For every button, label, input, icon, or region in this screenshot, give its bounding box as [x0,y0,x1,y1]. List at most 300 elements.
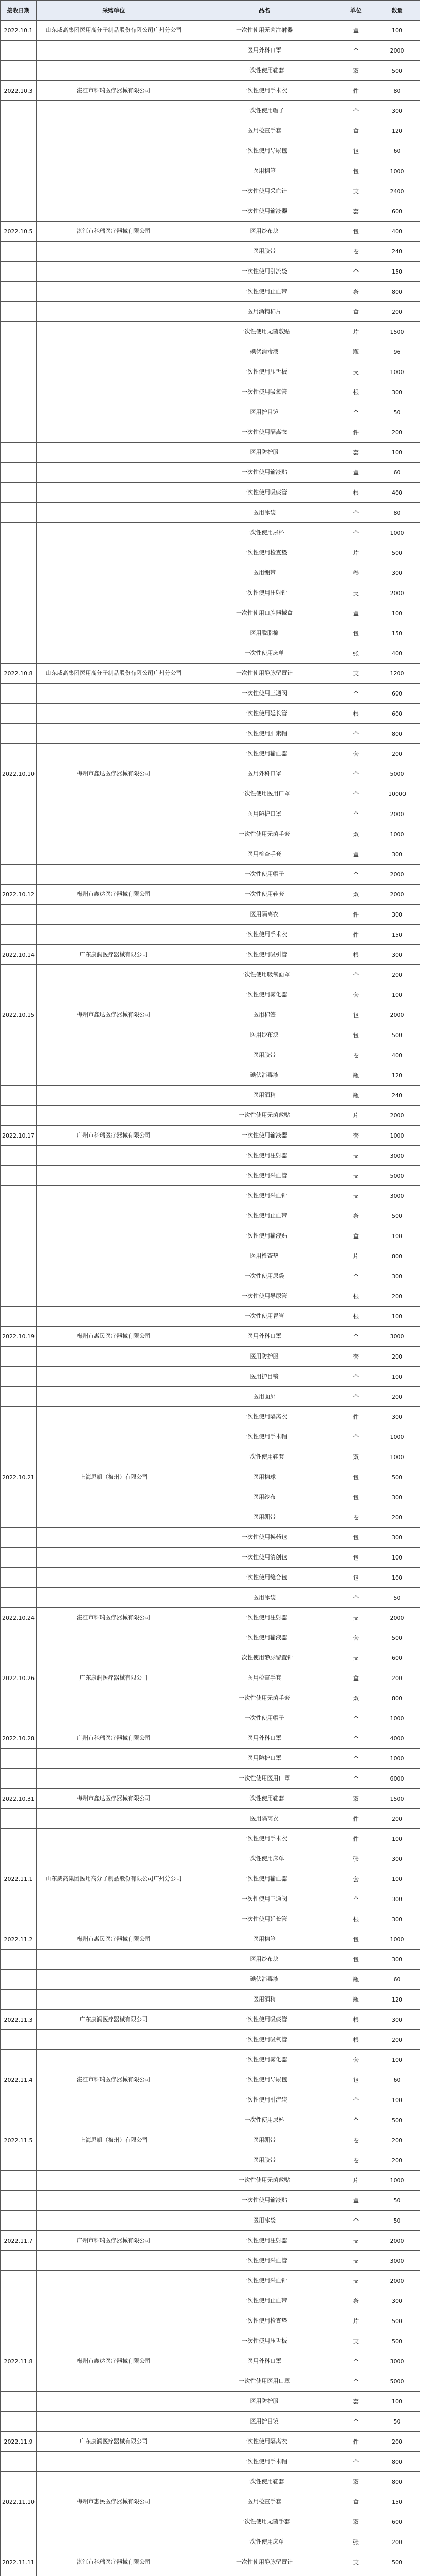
cell-unit: 包 [338,1950,374,1970]
cell-quantity: 500 [374,1206,420,1226]
table-row [1,2271,420,2291]
cell-item: 一次性使用输液贴 [191,2191,338,2211]
table-row [1,1166,420,1186]
cell-quantity: 1500 [374,322,420,342]
cell-buyer [37,824,191,844]
cell-quantity: 200 [374,2030,420,2050]
cell-buyer: 梅州市鑫达医疗器械有限公司 [37,1789,191,1809]
cell-item: 医用酒精 [191,1086,338,1106]
cell-item: 医用胶带 [191,242,338,262]
cell-unit: 个 [338,262,374,282]
cell-quantity: 200 [374,422,420,443]
cell-quantity: 300 [374,2291,420,2311]
cell-date [1,121,37,141]
cell-item: 一次性使用吸氧面罩 [191,965,338,985]
table-row [1,2030,420,2050]
cell-date [1,41,37,61]
cell-item: 一次性使用静脉留置针 [191,2552,338,2572]
cell-quantity: 2000 [374,1106,420,1126]
cell-quantity: 120 [374,1065,420,1086]
cell-date [1,342,37,362]
cell-unit: 卷 [338,1045,374,1065]
cell-item: 一次性使用无菌敷贴 [191,2171,338,2191]
table-row [1,1065,420,1086]
cell-buyer [37,1427,191,1447]
cell-date [1,804,37,824]
table-row [1,1186,420,1206]
cell-buyer [37,2291,191,2311]
cell-quantity: 600 [374,201,420,222]
table-row [1,2231,420,2251]
table-row [1,1970,420,1990]
cell-date [1,1809,37,1829]
cell-quantity: 100 [374,21,420,41]
cell-date [1,2512,37,2532]
cell-buyer [37,1387,191,1407]
cell-item: 一次性使用床单 [191,1849,338,1869]
cell-date [1,1266,37,1286]
cell-item: 一次性使用输血器 [191,1869,338,1889]
cell-item: 一次性使用三通阀 [191,1889,338,1909]
cell-unit: 支 [338,1186,374,1206]
table-row [1,2191,420,2211]
table-row [1,1387,420,1407]
cell-buyer [37,1909,191,1929]
cell-item: 一次性使用帽子 [191,865,338,885]
cell-unit: 瓶 [338,342,374,362]
cell-quantity: 120 [374,1990,420,2010]
cell-item: 医用冰袋 [191,1588,338,1608]
cell-buyer [37,744,191,764]
cell-item: 一次性使用雾化器 [191,2050,338,2070]
cell-unit: 盒 [338,2492,374,2512]
cell-unit: 条 [338,2291,374,2311]
cell-quantity: 500 [374,1467,420,1487]
cell-buyer [37,1568,191,1588]
cell-item: 医用绷带 [191,2130,338,2150]
table-row [1,1025,420,1045]
table-row [1,1226,420,1246]
cell-date [1,2251,37,2271]
cell-buyer: 山东威高集团医用高分子制品股份有限公司广州分公司 [37,21,191,41]
cell-quantity: 200 [374,744,420,764]
table-row [1,2472,420,2492]
cell-date [1,1829,37,1849]
cell-item: 一次性使用采血针 [191,181,338,201]
cell-date [1,1648,37,1668]
cell-buyer: 广州市科瑞医疗器械有限公司 [37,1126,191,1146]
cell-date [1,1990,37,2010]
cell-buyer [37,443,191,463]
cell-quantity: 5000 [374,2371,420,2392]
cell-date [1,1849,37,1869]
cell-date [1,985,37,1005]
cell-date [1,101,37,121]
cell-date [1,2090,37,2110]
cell-date: 2022.10.31 [1,1789,37,1809]
cell-date [1,161,37,181]
table-row [1,2412,420,2432]
cell-buyer [37,623,191,643]
cell-buyer [37,1990,191,2010]
cell-item: 一次性使用医用口罩 [191,2371,338,2392]
cell-buyer [37,1226,191,1246]
cell-buyer [37,1950,191,1970]
cell-item: 一次性使用检查垫 [191,2311,338,2331]
cell-item: 一次性使用无菌手套 [191,2512,338,2532]
cell-quantity: 1000 [374,1749,420,1769]
table-row [1,2130,420,2150]
cell-quantity: 400 [374,222,420,242]
cell-quantity: 300 [374,844,420,865]
cell-unit: 包 [338,1568,374,1588]
cell-date [1,2150,37,2171]
table-row [1,41,420,61]
cell-item: 一次性使用静脉留置针 [191,1648,338,1668]
cell-item: 一次性使用导尿包 [191,2070,338,2090]
cell-quantity: 3000 [374,1186,420,1206]
table-row [1,1246,420,1266]
cell-quantity: 1500 [374,1789,420,1809]
cell-date: 2022.10.10 [1,764,37,784]
cell-quantity: 200 [374,1387,420,1407]
cell-item: 医用检查手套 [191,1668,338,1688]
cell-buyer [37,2090,191,2110]
cell-unit: 双 [338,885,374,905]
cell-item: 医用棉球 [191,1467,338,1487]
table-row [1,2331,420,2351]
cell-date [1,744,37,764]
cell-unit: 个 [338,523,374,543]
cell-item: 一次性使用床单 [191,643,338,664]
cell-buyer [37,503,191,523]
cell-buyer: 湛江市科瑞医疗器械有限公司 [37,1608,191,1628]
cell-unit: 个 [338,503,374,523]
cell-date [1,1086,37,1106]
cell-date [1,2211,37,2231]
cell-date: 2022.10.26 [1,1668,37,1688]
cell-unit: 个 [338,2211,374,2231]
cell-date [1,684,37,704]
cell-buyer [37,402,191,422]
cell-item: 一次性使用无菌注射器 [191,21,338,41]
cell-unit: 根 [338,1909,374,1929]
cell-date [1,1065,37,1086]
cell-quantity: 600 [374,704,420,724]
table-row [1,121,420,141]
cell-buyer [37,2211,191,2231]
table-row [1,1889,420,1909]
cell-buyer [37,1708,191,1728]
table-row [1,1909,420,1929]
table-row [1,402,420,422]
cell-unit: 根 [338,1307,374,1327]
cell-date [1,824,37,844]
cell-item: 一次性使用吸引管 [191,945,338,965]
header-quantity: 数量 [374,1,420,21]
cell-quantity: 300 [374,945,420,965]
table-row [1,61,420,81]
cell-date [1,724,37,744]
cell-date: 2022.10.15 [1,1005,37,1025]
cell-unit: 盒 [338,121,374,141]
cell-buyer [37,2412,191,2432]
cell-unit: 套 [338,1869,374,1889]
table-row [1,2110,420,2130]
table-row [1,784,420,804]
cell-quantity: 100 [374,2392,420,2412]
cell-quantity: 300 [374,905,420,925]
cell-quantity: 50 [374,402,420,422]
cell-quantity: 60 [374,2070,420,2090]
cell-date [1,2191,37,2211]
cell-buyer [37,2452,191,2472]
cell-date: 2022.10.5 [1,222,37,242]
cell-quantity: 500 [374,61,420,81]
cell-quantity: 300 [374,101,420,121]
cell-item: 医用隔离衣 [191,1809,338,1829]
cell-buyer [37,1286,191,1307]
table-row [1,2512,420,2532]
cell-item: 一次性使用尿杯 [191,523,338,543]
cell-item: 一次性使用帽子 [191,101,338,121]
cell-buyer [37,1769,191,1789]
table-row [1,443,420,463]
cell-buyer [37,1266,191,1286]
cell-date [1,141,37,161]
cell-quantity: 1000 [374,161,420,181]
cell-quantity: 240 [374,242,420,262]
cell-unit: 支 [338,2331,374,2351]
cell-item: 一次性使用无菌敷贴 [191,1106,338,1126]
cell-item: 一次性使用尿杯 [191,2110,338,2130]
cell-buyer [37,1206,191,1226]
cell-buyer [37,2472,191,2492]
cell-buyer [37,1106,191,1126]
cell-unit: 个 [338,804,374,824]
cell-item: 一次性使用检查垫 [191,543,338,563]
cell-unit: 包 [338,1548,374,1568]
table-row [1,1347,420,1367]
table-row [1,1869,420,1889]
cell-quantity: 240 [374,1086,420,1106]
cell-item: 医用酒精棉片 [191,302,338,322]
cell-unit: 支 [338,664,374,684]
table-row [1,2150,420,2171]
cell-unit: 包 [338,1929,374,1950]
table-row [1,342,420,362]
cell-buyer [37,362,191,382]
table-row [1,222,420,242]
cell-quantity: 2000 [374,41,420,61]
table-row [1,1749,420,1769]
cell-item: 医用护目镜 [191,402,338,422]
cell-buyer [37,242,191,262]
cell-quantity: 3000 [374,1146,420,1166]
cell-buyer: 湛江市科瑞医疗器械有限公司 [37,81,191,101]
cell-unit: 盒 [338,1668,374,1688]
cell-buyer [37,1588,191,1608]
cell-quantity: 150 [374,2492,420,2512]
cell-unit: 卷 [338,1507,374,1528]
cell-unit: 瓶 [338,1970,374,1990]
table-row [1,2371,420,2392]
cell-unit: 件 [338,1829,374,1849]
cell-item: 一次性使用医用口罩 [191,1769,338,1789]
cell-date [1,1186,37,1206]
cell-buyer [37,61,191,81]
table-row [1,1045,420,1065]
cell-quantity: 800 [374,1246,420,1266]
cell-date [1,965,37,985]
table-row [1,1407,420,1427]
cell-buyer [37,1829,191,1849]
cell-quantity: 300 [374,1950,420,1970]
cell-quantity: 80 [374,81,420,101]
cell-date [1,1146,37,1166]
header-date: 接收日期 [1,1,37,21]
cell-item: 一次性使用采血管 [191,2251,338,2271]
table-row [1,2090,420,2110]
table-row [1,161,420,181]
table-row [1,543,420,563]
cell-quantity: 500 [374,2552,420,2572]
cell-item: 碘伏消毒液 [191,1970,338,1990]
cell-date [1,543,37,563]
cell-item: 医用绷带 [191,563,338,583]
cell-item: 一次性使用输液器 [191,201,338,222]
cell-quantity: 150 [374,925,420,945]
cell-date [1,302,37,322]
cell-date [1,1950,37,1970]
cell-unit: 双 [338,61,374,81]
cell-item: 医用外科口罩 [191,2351,338,2371]
cell-buyer [37,1186,191,1206]
cell-quantity: 1000 [374,1126,420,1146]
cell-quantity: 150 [374,262,420,282]
cell-date [1,1407,37,1427]
cell-buyer [37,2251,191,2271]
cell-quantity: 800 [374,2452,420,2472]
table-row [1,2050,420,2070]
cell-item: 医用棉签 [191,161,338,181]
cell-date: 2022.10.17 [1,1126,37,1146]
cell-item: 一次性使用导尿包 [191,141,338,161]
cell-item: 医用隔离衣 [191,905,338,925]
cell-quantity: 60 [374,141,420,161]
cell-unit: 片 [338,543,374,563]
cell-date [1,1246,37,1266]
cell-quantity: 1000 [374,1447,420,1467]
cell-item: 一次性使用输液器 [191,1126,338,1146]
cell-item: 医用胶带 [191,2150,338,2171]
cell-buyer [37,141,191,161]
cell-quantity: 500 [374,2331,420,2351]
cell-buyer [37,101,191,121]
cell-quantity: 2000 [374,1608,420,1628]
header-item: 品名 [191,1,338,21]
cell-item: 医用护目镜 [191,2412,338,2432]
cell-date [1,905,37,925]
cell-quantity: 2000 [374,885,420,905]
table-row [1,2552,420,2572]
cell-item: 医用棉签 [191,1005,338,1025]
cell-buyer [37,1045,191,1065]
cell-quantity: 120 [374,121,420,141]
cell-unit: 个 [338,2110,374,2130]
cell-quantity: 200 [374,965,420,985]
table-row [1,523,420,543]
cell-quantity: 500 [374,2311,420,2331]
cell-item: 医用外科口罩 [191,1728,338,1749]
cell-buyer [37,1407,191,1427]
cell-item: 一次性使用隔离衣 [191,422,338,443]
cell-buyer [37,583,191,603]
table-row [1,905,420,925]
cell-buyer [37,905,191,925]
cell-item: 一次性使用采血针 [191,1186,338,1206]
cell-buyer [37,2191,191,2211]
table-row [1,483,420,503]
cell-item: 一次性使用床单 [191,2532,338,2552]
table-row [1,1809,420,1829]
cell-date [1,322,37,342]
cell-item: 一次性使用鞋套 [191,61,338,81]
cell-buyer [37,1749,191,1769]
cell-date [1,2532,37,2552]
table-row [1,181,420,201]
cell-item: 医用防护服 [191,2392,338,2412]
cell-buyer [37,1970,191,1990]
cell-item: 医用酒精 [191,1990,338,2010]
cell-unit: 片 [338,1246,374,1266]
cell-date [1,1307,37,1327]
cell-unit: 片 [338,322,374,342]
cell-buyer: 山东威高集团医用高分子制品股份有限公司广州分公司 [37,664,191,684]
cell-quantity: 200 [374,1668,420,1688]
cell-quantity: 80 [374,503,420,523]
table-row [1,965,420,985]
cell-quantity: 300 [374,1528,420,1548]
cell-quantity: 2000 [374,865,420,885]
cell-unit: 根 [338,945,374,965]
cell-unit: 个 [338,1889,374,1909]
cell-date [1,242,37,262]
table-row [1,945,420,965]
cell-item: 一次性使用止血带 [191,282,338,302]
table-row [1,503,420,523]
table-row [1,1849,420,1869]
cell-buyer [37,543,191,563]
cell-date [1,1970,37,1990]
cell-quantity: 200 [374,1347,420,1367]
cell-date [1,463,37,483]
cell-date [1,201,37,222]
cell-item: 一次性使用缝合包 [191,1568,338,1588]
cell-quantity: 100 [374,1367,420,1387]
cell-buyer [37,2171,191,2191]
cell-item: 医用检查手套 [191,121,338,141]
cell-quantity: 1000 [374,1929,420,1950]
cell-date [1,282,37,302]
cell-quantity: 600 [374,684,420,704]
cell-unit: 支 [338,1608,374,1628]
cell-item: 医用纱布块 [191,222,338,242]
cell-quantity: 100 [374,2050,420,2070]
cell-unit: 件 [338,1809,374,1829]
cell-quantity: 2000 [374,804,420,824]
cell-buyer [37,2532,191,2552]
